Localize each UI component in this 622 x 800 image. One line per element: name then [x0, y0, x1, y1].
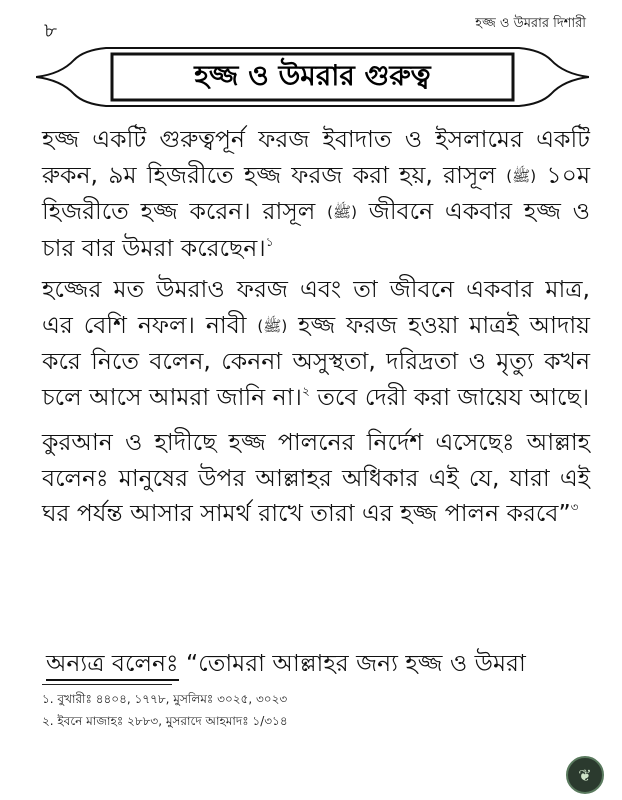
paragraph-1 — [42, 122, 590, 266]
page-number: ৮ — [44, 18, 57, 42]
honorific: (ﷺ) — [257, 316, 288, 335]
footnotes — [42, 688, 542, 732]
paragraph-3 — [42, 425, 590, 532]
paragraph-1-text-b: ১০ম হিজরীতে হজ্জ করেন। রাসূল — [42, 160, 590, 225]
paragraph-3-text: কুরআন ও হাদীছে হজ্জ পালনের নির্দেশ এসেছেঃ আল্লাহ বলেনঃ মানুষের উপর আল্লাহর অধিকার এই যে, যারা এই ঘর পর্যন্ত আসার সামর্থ রাখে তারা এর হজ্জ পালন করবে” — [42, 428, 590, 527]
continuation-quote: “তোমরা আল্লাহর জন্য হজ্জ ও উমরা — [178, 649, 526, 677]
footnote-2: ২. ইবনে মাজাহঃ ২৮৮৩, মুসরাদে আহমাদঃ ১/৩১৪ — [42, 714, 288, 728]
paragraph-1-text-c: জীবনে একবার হজ্জ ও চার বার উমরা করেছেন। — [42, 197, 590, 262]
footnote-ref-2: ২ — [301, 383, 310, 398]
paragraph-2-text-a: হজ্জের মত উমরাও ফরজ এবং তা জীবনে একবার মাত্র, এর বেশি নফল। নাবী — [42, 275, 590, 339]
footnote-divider — [42, 684, 172, 685]
body-text — [42, 122, 590, 532]
running-header: হজ্জ ও উমরার দিশারী — [475, 16, 586, 31]
footnote-ref-1: ১ — [265, 234, 274, 249]
book-logo-glyph: ❦ — [578, 765, 592, 785]
footnote-1: ১. বুখারীঃ ৪৪০৪, ১৭৭৮, মুসলিমঃ ৩০২৫, ৩০২৩ — [42, 692, 288, 706]
honorific: (ﷺ) — [506, 166, 537, 185]
banner-title: হজ্জ ও উমরার গুরুত্ব — [194, 58, 431, 92]
title-banner — [36, 44, 589, 110]
paragraph-2 — [42, 272, 590, 415]
book-logo-icon — [566, 756, 604, 794]
footnote-ref-3: ৩ — [570, 500, 579, 514]
continuation-line — [46, 646, 586, 680]
continuation-underlined: অন্যত্র বলেনঃ — [46, 649, 179, 681]
honorific: (ﷺ) — [327, 203, 357, 221]
paragraph-1-text-a: হজ্জ একটি গুরুত্বপূর্ন ফরজ ইবাদাত ও ইসলামের একটি রুকন, ৯ম হিজরীতে হজ্জ ফরজ করা হয়, রাসূল — [42, 125, 590, 189]
paragraph-2-text-b: হজ্জ ফরজ হওয়া মাত্রই আদায় করে নিতে বলেন, কেননা অসুস্থতা, দরিদ্রতা ও মৃত্যু কখন চলে আসে আমরা জানি না। — [42, 310, 590, 411]
paragraph-2-text-c: তবে দেরী করা জায়েয আছে। — [317, 382, 590, 411]
